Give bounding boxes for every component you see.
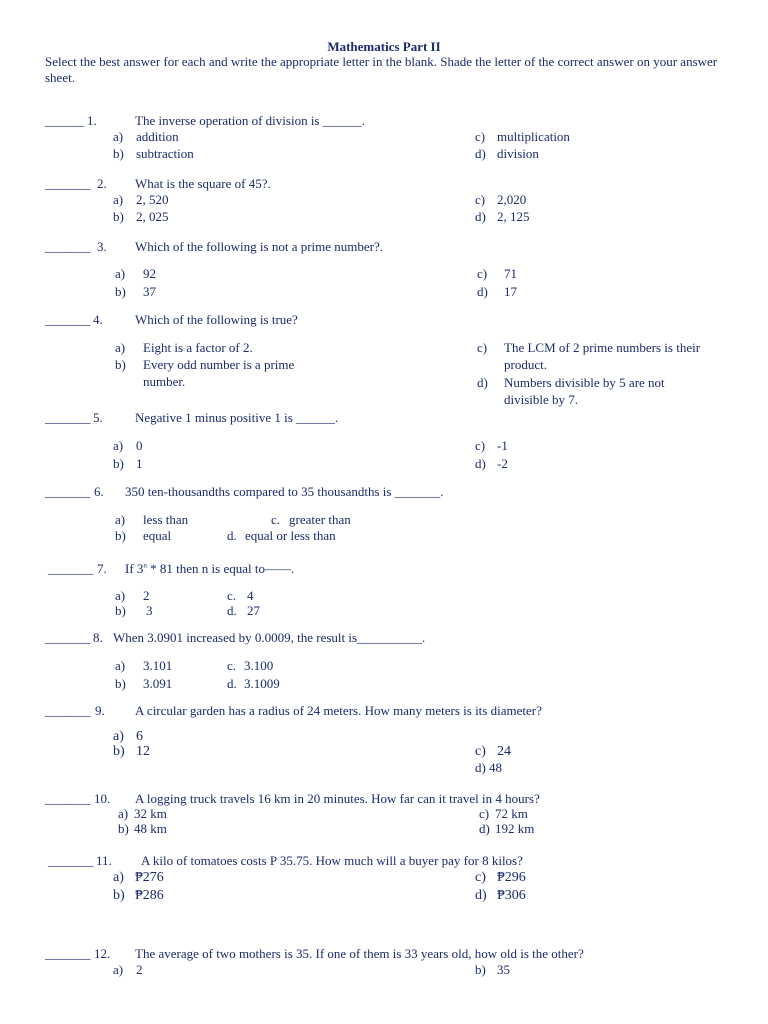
option-letter: d. bbox=[227, 528, 237, 543]
option-letter: b) bbox=[113, 146, 124, 161]
option-text: 27 bbox=[247, 603, 260, 618]
option-text: 12 bbox=[136, 744, 150, 759]
option-letter: a) bbox=[113, 129, 124, 144]
option-text: ₱286 bbox=[135, 888, 164, 903]
option-text: Every odd number is a prime number. bbox=[143, 357, 295, 389]
option-text: greater than bbox=[289, 512, 351, 527]
option-c bbox=[477, 340, 701, 372]
option-letter: c) bbox=[475, 870, 486, 885]
option-letter: a) bbox=[115, 588, 126, 603]
option-letter: b) bbox=[115, 284, 126, 299]
option-text: Numbers divisible by 5 are not divisible by 7. bbox=[504, 375, 665, 407]
answer-blank[interactable]: _______ bbox=[48, 853, 94, 868]
option-d bbox=[477, 375, 665, 407]
question-number: 11. bbox=[96, 853, 112, 868]
option-d bbox=[475, 760, 502, 777]
option-text: 2, 125 bbox=[497, 209, 530, 224]
answer-blank[interactable]: _______ bbox=[45, 176, 91, 191]
answer-blank[interactable]: _______ bbox=[45, 484, 91, 499]
option-text: -2 bbox=[497, 456, 508, 471]
option-letter: c. bbox=[271, 512, 281, 527]
option-text: equal or less than bbox=[245, 528, 336, 543]
option-b bbox=[113, 209, 169, 226]
question-number: 9. bbox=[95, 703, 105, 718]
question-text: A circular garden has a radius of 24 meters. How many meters is its diameter? bbox=[135, 703, 542, 718]
option-b bbox=[475, 962, 510, 979]
option-d bbox=[475, 456, 508, 473]
option-b bbox=[115, 284, 156, 301]
answer-blank[interactable]: _______ bbox=[45, 946, 91, 961]
option-b bbox=[115, 357, 295, 389]
option-letter: a) bbox=[115, 266, 126, 281]
option-letter: a) bbox=[113, 192, 124, 207]
option-a bbox=[113, 962, 143, 979]
option-letter: c) bbox=[475, 129, 486, 144]
option-letter: a) bbox=[115, 658, 126, 673]
question-number: 10. bbox=[94, 791, 111, 806]
option-a bbox=[115, 340, 253, 357]
option-text: 32 km bbox=[134, 806, 167, 821]
option-b bbox=[113, 887, 164, 905]
option-d bbox=[479, 821, 535, 838]
answer-blank[interactable]: _______ bbox=[45, 239, 91, 254]
option-d bbox=[475, 887, 526, 905]
option-c bbox=[475, 129, 570, 146]
option-text: 3.091 bbox=[143, 676, 173, 691]
option-letter: a) bbox=[118, 806, 129, 821]
option-d bbox=[227, 603, 260, 620]
option-text: 48 bbox=[489, 760, 502, 775]
question-text: A logging truck travels 16 km in 20 minutes. How far can it travel in 4 hours? bbox=[135, 791, 540, 806]
option-letter: c) bbox=[477, 266, 488, 281]
option-letter: a) bbox=[113, 438, 124, 453]
option-text: ₱306 bbox=[497, 888, 526, 903]
option-d bbox=[475, 146, 539, 163]
option-letter: a) bbox=[113, 870, 124, 885]
option-text: 2, 520 bbox=[136, 192, 169, 207]
option-letter: d) bbox=[475, 888, 487, 903]
option-letter: d) bbox=[477, 375, 488, 390]
option-letter: b) bbox=[113, 744, 125, 759]
option-text: 0 bbox=[136, 438, 143, 453]
option-b bbox=[113, 146, 194, 163]
option-letter: d. bbox=[227, 603, 237, 618]
option-text: 3 bbox=[146, 603, 153, 618]
option-b bbox=[113, 456, 143, 473]
option-text: 3.100 bbox=[244, 658, 274, 673]
option-letter: b) bbox=[113, 456, 124, 471]
option-b bbox=[115, 603, 153, 620]
option-letter: a) bbox=[113, 729, 124, 744]
option-a bbox=[113, 438, 143, 455]
option-letter: b) bbox=[115, 676, 126, 691]
option-letter: d) bbox=[475, 209, 486, 224]
option-text: Eight is a factor of 2. bbox=[143, 340, 253, 355]
answer-blank[interactable]: ______ bbox=[45, 113, 84, 128]
question-number: 2. bbox=[97, 176, 107, 191]
question-number: 8. bbox=[93, 630, 103, 645]
option-text: multiplication bbox=[497, 129, 570, 144]
question-text: Which of the following is true? bbox=[135, 312, 298, 327]
option-c bbox=[475, 192, 527, 209]
question-number: 1. bbox=[87, 113, 97, 128]
option-c bbox=[475, 743, 511, 761]
option-b bbox=[113, 743, 150, 761]
option-text: 92 bbox=[143, 266, 156, 281]
option-letter: d) bbox=[475, 760, 486, 775]
option-letter: a) bbox=[115, 512, 126, 527]
option-text: 6 bbox=[136, 729, 143, 744]
option-a bbox=[113, 192, 169, 209]
option-a bbox=[115, 658, 173, 675]
option-a bbox=[113, 129, 179, 146]
option-text: 2, 025 bbox=[136, 209, 169, 224]
option-c bbox=[271, 512, 351, 529]
question-text: The inverse operation of division is ______. bbox=[135, 113, 365, 128]
option-b bbox=[118, 821, 167, 838]
option-letter: c) bbox=[475, 192, 486, 207]
option-text: division bbox=[497, 146, 539, 161]
option-text: 3.1009 bbox=[244, 676, 280, 691]
question-number: 3. bbox=[97, 239, 107, 254]
option-text: The LCM of 2 prime numbers is their product. bbox=[504, 340, 701, 372]
option-letter: d) bbox=[479, 821, 490, 836]
option-text: 192 km bbox=[495, 821, 535, 836]
option-letter: b) bbox=[118, 821, 129, 836]
option-text: 35 bbox=[497, 962, 510, 977]
option-text: 1 bbox=[136, 456, 143, 471]
option-d bbox=[227, 676, 280, 693]
option-letter: b) bbox=[115, 357, 126, 372]
answer-blank[interactable]: _______ bbox=[45, 703, 91, 718]
option-text: 4 bbox=[247, 588, 254, 603]
option-c bbox=[477, 266, 517, 283]
option-text: 17 bbox=[504, 284, 517, 299]
answer-blank[interactable]: _______ bbox=[48, 561, 94, 576]
question-number: 5. bbox=[93, 410, 103, 425]
question-text: If 3$^n$ * 81 then n is equal to——. bbox=[125, 561, 295, 576]
option-d bbox=[475, 209, 530, 226]
instructions: Select the best answer for each and write the appropriate letter in the blank. Shade the letter of the correct answer on your answer sheet. bbox=[45, 54, 718, 85]
option-letter: a) bbox=[115, 340, 126, 355]
option-text: ₱276 bbox=[135, 870, 164, 885]
option-letter: b) bbox=[475, 962, 486, 977]
option-c bbox=[227, 658, 274, 675]
option-a bbox=[115, 512, 189, 529]
option-text: subtraction bbox=[136, 146, 194, 161]
page-title: Mathematics Part II bbox=[327, 39, 441, 54]
question-text: 350 ten-thousandths compared to 35 thousandths is _______. bbox=[125, 484, 444, 499]
question-number: 7. bbox=[97, 561, 107, 576]
question-number: 12. bbox=[94, 946, 111, 961]
option-letter: b) bbox=[113, 888, 125, 903]
question-text: The average of two mothers is 35. If one of them is 33 years old, how old is the other? bbox=[135, 946, 584, 961]
option-text: 3.101 bbox=[143, 658, 173, 673]
option-letter: d) bbox=[477, 284, 488, 299]
option-text: 2 bbox=[136, 962, 143, 977]
option-letter: c) bbox=[477, 340, 488, 355]
option-letter: d) bbox=[475, 456, 486, 471]
question-text: A kilo of tomatoes costs P 35.75. How much will a buyer pay for 8 kilos? bbox=[141, 853, 523, 868]
answer-blank[interactable]: _______ bbox=[45, 630, 91, 645]
option-letter: d. bbox=[227, 676, 237, 691]
option-a bbox=[115, 266, 156, 283]
option-a bbox=[113, 869, 164, 887]
option-letter: c) bbox=[475, 744, 486, 759]
option-c bbox=[475, 869, 526, 887]
option-text: 72 km bbox=[495, 806, 528, 821]
option-text: addition bbox=[136, 129, 179, 144]
option-d bbox=[477, 284, 517, 301]
option-text: ₱296 bbox=[497, 870, 526, 885]
option-letter: c) bbox=[475, 438, 486, 453]
option-text: 2 bbox=[143, 588, 150, 603]
option-letter: a) bbox=[113, 962, 124, 977]
question-text: When 3.0901 increased by 0.0009, the result is__________. bbox=[113, 630, 426, 645]
option-letter: b) bbox=[115, 603, 126, 618]
answer-blank[interactable]: _______ bbox=[45, 312, 91, 327]
answer-blank[interactable]: _______ bbox=[45, 791, 91, 806]
option-text: less than bbox=[143, 512, 189, 527]
option-b bbox=[115, 528, 172, 545]
option-d bbox=[227, 528, 336, 545]
question-number: 4. bbox=[93, 312, 103, 327]
option-text: -1 bbox=[497, 438, 508, 453]
option-text: 71 bbox=[504, 266, 517, 281]
option-letter: d) bbox=[475, 146, 486, 161]
option-text: 24 bbox=[497, 744, 511, 759]
option-letter: b) bbox=[115, 528, 126, 543]
option-text: 37 bbox=[143, 284, 156, 299]
option-c bbox=[475, 438, 508, 455]
option-letter: c. bbox=[227, 658, 237, 673]
option-text: 2,020 bbox=[497, 192, 527, 207]
option-letter: b) bbox=[113, 209, 124, 224]
question-text: Negative 1 minus positive 1 is ______. bbox=[135, 410, 339, 425]
question-number: 6. bbox=[94, 484, 104, 499]
option-text: 48 km bbox=[134, 821, 167, 836]
answer-blank[interactable]: _______ bbox=[45, 410, 91, 425]
option-letter: c) bbox=[479, 806, 490, 821]
question-text: What is the square of 45?. bbox=[135, 176, 271, 191]
option-letter: c. bbox=[227, 588, 237, 603]
option-b bbox=[115, 676, 173, 693]
question-text: Which of the following is not a prime number?. bbox=[135, 239, 384, 254]
option-text: equal bbox=[143, 528, 172, 543]
